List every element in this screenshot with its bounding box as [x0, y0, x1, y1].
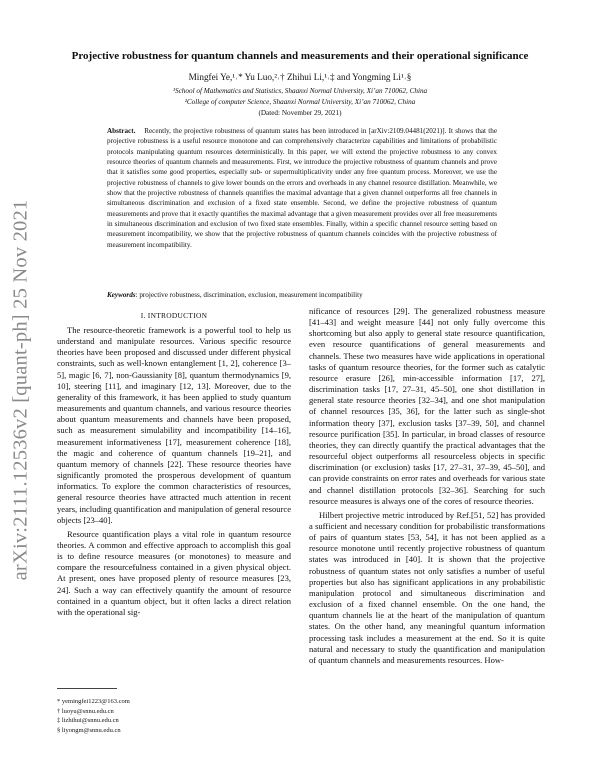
footnotes [57, 697, 291, 735]
left-column [57, 325, 291, 618]
body-paragraph: The resource-theoretic framework is a powerful tool to help us understand and manipulate resources. Various specific resource theories have been proposed and discussed under different physical constraints, such as well-known entanglement [1, 2], coherence [3–5], magic [6, 7], non-Gaussianity [8], quantum thermodynamics [9, 10], steering [11], and imaginary [12, 13]. Moreover, due to the generality of this framework, it has been applied to study quantum measurements and quantum channels, and various resource theories about quantum measurements and channels have been proposed, such as measurement simulability and incompatibility [14–16], measurement informativeness [17], measurement coherence [18], the magic and coherence of quantum channels [19–21], and quantum memory of channels [22]. These resource theories have significantly promoted the prosperous development of quantum informatics. To explore the common characteristics of resources, general resource theories have attracted much attention in recent years, including quantification and manipulation of general resource objects [23–40]. [57, 325, 291, 525]
affiliation-1: ¹School of Mathematics and Statistics, Shaanxi Normal University, Xi’an 710062, China [172, 87, 428, 95]
footnote-rule [57, 688, 117, 689]
author-list: Mingfei Ye,¹˒* Yu Luo,²˒† Zhihui Li,¹˒‡ and Yongming Li¹˒§ [188, 72, 412, 82]
keywords-label: Keywords [107, 291, 136, 299]
keywords-line [107, 291, 497, 299]
arxiv-identifier: arXiv:2111.12536v2 [quant-ph] 25 Nov 2021 [9, 199, 32, 581]
arxiv-sidebar-stamp [4, 170, 38, 610]
body-paragraph: nificance of resources [29]. The generalized robustness measure [41–43] and weight measure [44] not only fully overcome this shortcoming but also apply to general state resource quantification, even resource quantifications of general measurements and channels. These two measures have wide applications in operational tasks of quantum resource theories, for the former such as catalytic resource erasure [26], min-accessible information [17, 27], discrimination tasks [17, 27–31, 45–50], one shot distillation in general state resource theories [32–34], and one shot manipulation of channel resources [35, 36], for the latter such as single-shot information theory [37], exclusion tasks [37–39, 50], and channel resource purification [35]. In particular, in broad classes of resource theories, they can directly quantify the practical advantages that the resourceful object outperforms all resourceless objects in specific discrimination (or exclusion) tasks [17, 27–31, 37–39, 45–50], and can provide constraints on error rates and overheads for various state and channel distillation protocols [32–36]. Searching for such resource measures is always one of the cores of resource theories. [309, 306, 545, 506]
paper-title: Projective robustness for quantum channels and measurements and their operational significance [71, 50, 529, 62]
footnote-email: † luoyu@snnu.edu.cn [57, 707, 114, 715]
body-paragraph: Hilbert projective metric introduced by Ref.[51, 52] has provided a sufficient and necessary condition for probabilistic transformations of pairs of quantum states [53, 54], it has not been applied as a resource monotone until recently projective robustness of quantum states was introduced in [40]. It is shown that the projective robustness of quantum states not only satisfies a number of useful properties but also has significant applications in any probabilistic manipulation protocol and simultaneous discrimination and exclusion of a fixed channel ensemble. On the one hand, the quantum channels lie at the heart of the manipulation of quantum states. On the other hand, any meaningful quantum information processing task includes a measurement at the end. So it is quite natural and necessary to study the quantification and manipulation of quantum channels and measurements resources. How- [309, 509, 545, 665]
footnote-email: ‡ lizhihui@snnu.edu.cn [57, 717, 119, 725]
abstract-label: Abstract. [107, 127, 136, 135]
keywords-text: : projective robustness, discrimination, exclusion, measurement incompatibility [135, 291, 363, 299]
footnote-email: * yemingfei1223@163.com [57, 698, 130, 705]
right-column [309, 306, 545, 666]
affiliation-2: ²College of computer Science, Shaanxi Normal University, Xi’an 710062, China [184, 98, 416, 106]
abstract-block [107, 126, 497, 250]
abstract-text: Recently, the projective robustness of quantum states has been introduced in [arXiv:2109.04481(2021)]. It shows that the projective robustness is a useful resource monotone and can comprehensively characterize capabilities and limitations of probabilistic protocols manipulating quantum resources deterministically. In this paper, we will extend the projective robustness to any convex resource theories of quantum channels and measurements. First, we introduce the projective robustness of quantum channels and prove that it satisfies some good properties, especially sub- or supermultiplicativity under any free quantum process. Moreover, we use the projective robustness of channels to give lower bounds on the errors and overheads in any channel resource distillation. Meanwhile, we show that the projective robustness of channels quantifies the maximal advantage that a given channel outperforms all free channels in simultaneous discrimination and exclusion of a fixed state ensemble. Second, we define the projective robustness of quantum measurements and prove that it exactly quantifies the maximal advantage that a given measurement provides over all free measurements in simultaneous discrimination and exclusion of two fixed state ensembles. Finally, within a specific channel resource setting based on measurement incompatibility, we show that the projective robustness of quantum channels coincides with the projective robustness of measurement incompatibility. [107, 127, 497, 249]
date-line: (Dated: November 29, 2021) [258, 109, 342, 117]
body-paragraph: Resource quantification plays a vital role in quantum resource theories. A common and effective approach to accomplish this goal is to define resource measures (or monotones) to measure and compare the resourcefulness contained in a given physical object. At present, ones have proposed plenty of resource measures [23, 24]. Such a way can effectively quantify the amount of resource contained in a quantum object, but it often lacks a direct relation with the operational sig- [57, 528, 291, 617]
section-heading: I. INTRODUCTION [140, 311, 208, 320]
footnote-email: § liyongm@snnu.edu.cn [57, 726, 121, 734]
